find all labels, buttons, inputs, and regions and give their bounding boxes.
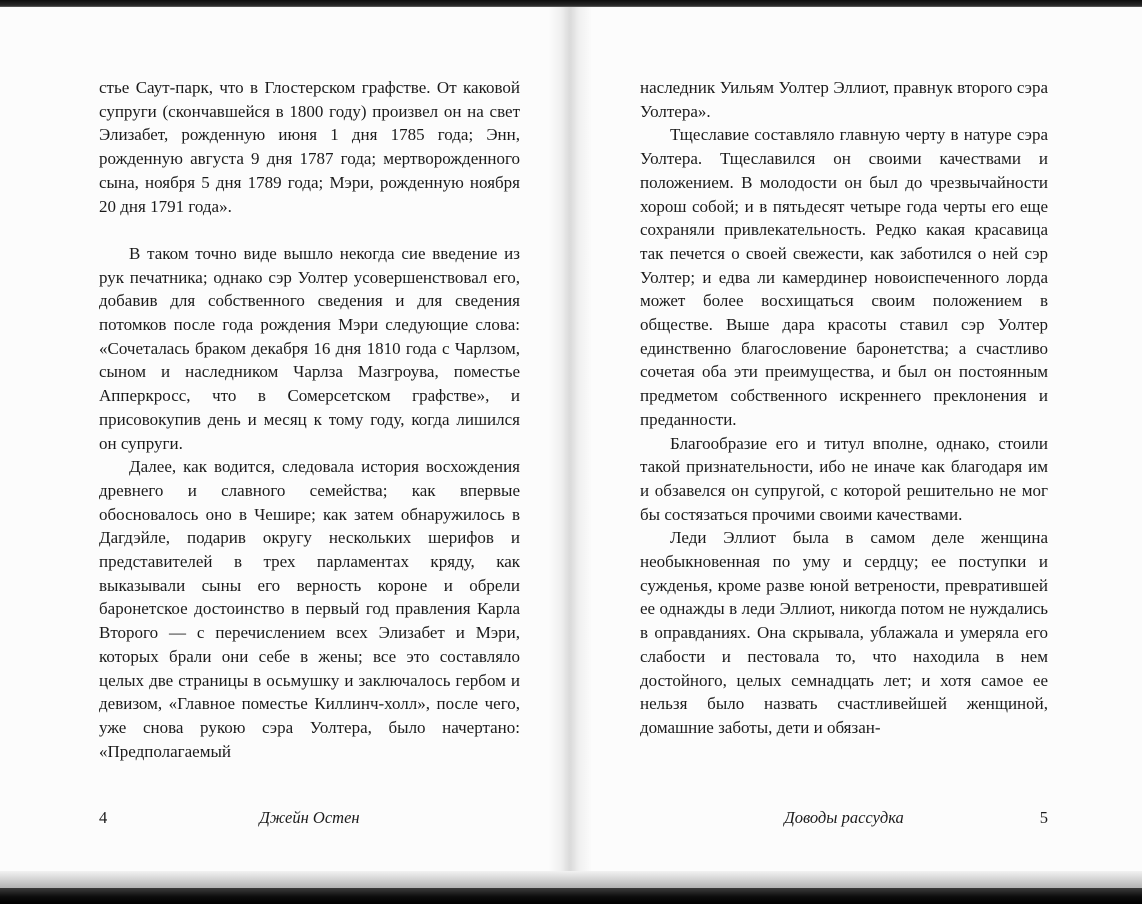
book-gutter-shadow — [548, 7, 592, 871]
page-left-text — [99, 76, 520, 763]
page-number-right: 5 — [1039, 808, 1048, 827]
paragraph: В таком точно виде вышло некогда сие введение из рук печатника; однако сэр Уолтер усовершенствовал его, добавив для собственного сведения и для сведения потомков после года рождения Мэри следующие слова: «Сочеталась браком декабря 16 дня 1810 года с Чарлзом, сыном и наследником Чарлза Мазгроува, поместье Апперкросс, что в Сомерсетском графстве», и присовокупив день и месяц к тому году, когда лишился он супруги. — [99, 243, 520, 453]
running-head-title: Доводы рассудка — [784, 808, 904, 827]
book-page-stack-edge — [0, 871, 1142, 888]
paragraph: Тщеславие составляло главную черту в натуре сэра Уолтера. Тщеславился он своими качествами и положением. В молодости он был до чрезвычайности хорош собой; и в пятьдесят четыре года черты его еще сохраняли привлекательность. Редко какая красавица так печется о своей свежести, как заботился о ней сэр Уолтер; и едва ли камердинер новоиспеченного лорда может более восхищаться своим положением в обществе. Выше дара красоты ставил сэр Уолтер единственно благословение баронетства; а счастливо сочетая оба эти преимущества, и был он постоянным предметом собственного искреннего преклонения и преданности. — [640, 125, 1048, 429]
paragraph: стье Саут-парк, что в Глостерском графстве. От каковой супруги (скончавшейся в 1800 году) произвел он на свет Элизабет, рожденную июня 1 дня 1785 года; Энн, рожденную августа 9 дня 1787 года; мертворожденного сына, ноября 5 дня 1789 года; Мэри, рожденную ноября 20 дня 1791 года». — [99, 78, 520, 216]
running-head-author: Джейн Остен — [259, 808, 360, 827]
page-left-footer — [99, 806, 520, 830]
paragraph: Леди Эллиот была в самом деле женщина необыкновенная по уму и сердцу; ее поступки и сужденья, кроме разве юной ветрености, превратившей ее однажды в леди Эллиот, никогда потом не нуждались в оправданиях. Она скрывала, ублажала и умеряла его слабости и пестовала то, что находила в нем достойного, целых семнадцать лет; и хотя самое ее нельзя было назвать счастливейшей женщиной, домашние заботы, дети и обязан- — [640, 528, 1048, 737]
page-number-left: 4 — [99, 808, 108, 827]
paragraph: Далее, как водится, следовала история восхождения древнего и славного семейства; как впервые обосновалось оно в Чешире; как затем обнаружилось в Дагдэйле, подарив округу нескольких шерифов и представителей в трех парламентах кряду, как выказывали сыны его верность короне и обрели баронетское достоинство в первый год правления Карла Второго — с перечислением всех Элизабет и Мэри, которых брали они себе в жены; все это составляло целых две страницы в осьмушку и заключалось гербом и девизом, «Главное поместье Киллинч-холл», после чего, уже снова рукою сэра Уолтера, было начертано: «Предполагаемый — [99, 457, 520, 761]
book-bottom-edge — [0, 888, 1142, 904]
page-right-footer — [640, 806, 1048, 830]
book-top-edge — [0, 0, 1142, 7]
paragraph: Благообразие его и титул вполне, однако, стоили такой признательности, ибо не иначе как благодаря им и обзавелся он супругой, с которой решительно не мог бы состязаться прочими своими качествами. — [640, 433, 1048, 524]
page-right-text — [640, 76, 1048, 740]
paragraph: наследник Уильям Уолтер Эллиот, правнук второго сэра Уолтера». — [640, 78, 1048, 121]
